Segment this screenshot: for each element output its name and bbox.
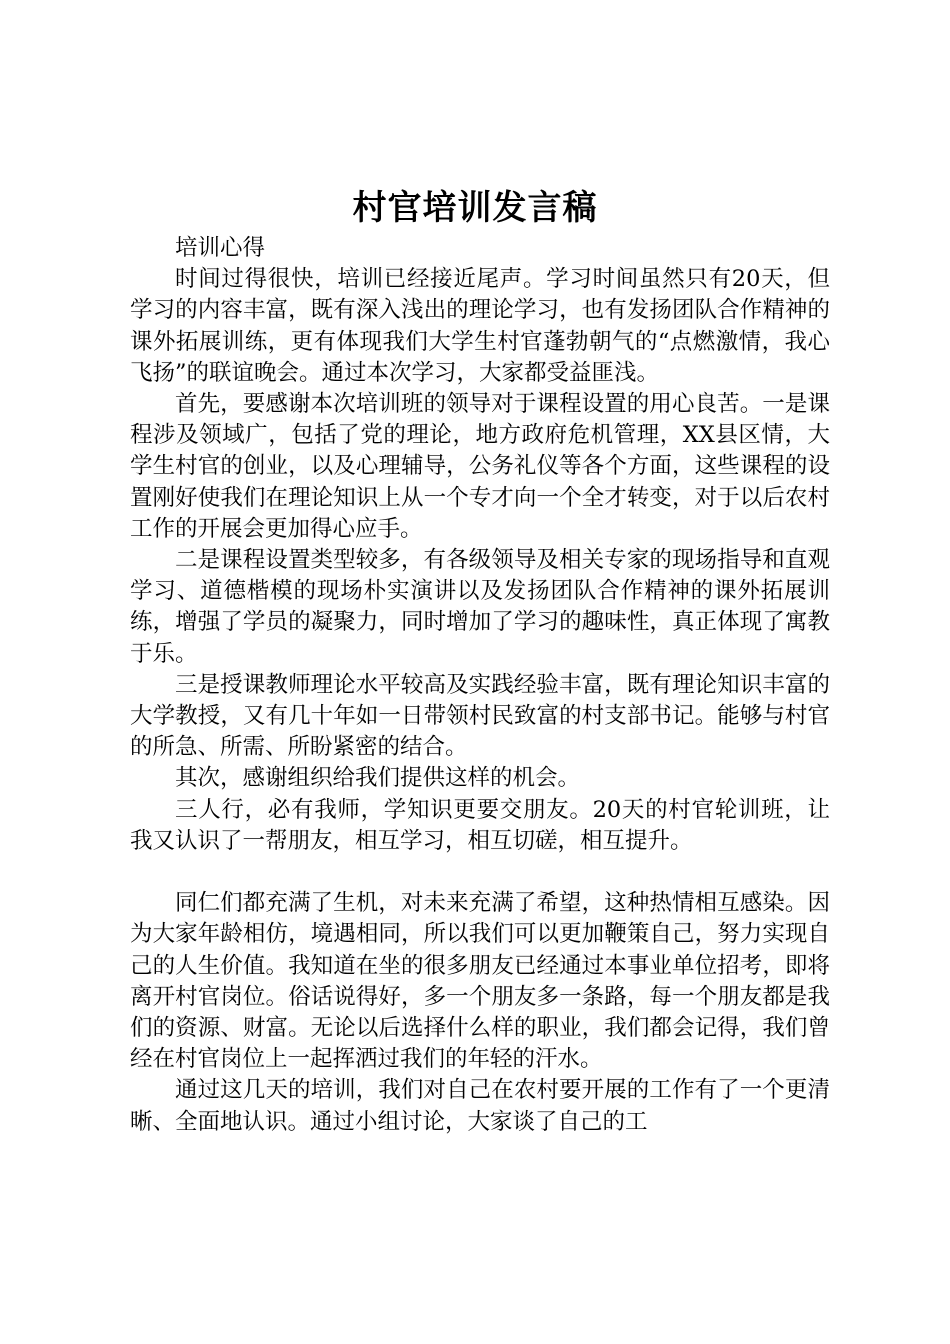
blank-line: [130, 857, 830, 888]
paragraph: 其次，感谢组织给我们提供这样的机会。: [175, 765, 581, 792]
paragraph: 首先，要感谢本次培训班的领导对于课程设置的用心良苦。一是课程涉及领域广，包括了党的理论，地方政府危机管理，XX县区情，大学生村官的创业，以及心理辅导，公务礼仪等各个方面，这些课程的设置刚好使我们在理论知识上从一个专才向一个全才转变，对于以后农村工作的开展会更加得心应手。: [130, 391, 830, 542]
paragraph-heading: 培训心得: [175, 235, 266, 261]
paragraph: 二是课程设置类型较多，有各级领导及相关专家的现场指导和直观学习、道德楷模的现场朴实演讲以及发扬团队合作精神的课外拓展训练，增强了学员的凝聚力，同时增加了学习的趣味性，真正体现了寓教于乐。: [130, 547, 830, 667]
document-body: [130, 233, 830, 1138]
paragraph: 时间过得很快，培训已经接近尾声。学习时间虽然只有20天，但学习的内容丰富，既有深入浅出的理论学习，也有发扬团队合作精神的课外拓展训练，更有体现我们大学生村官蓬勃朝气的“点燃激情，我心飞扬”的联谊晚会。通过本次学习，大家都受益匪浅。: [130, 266, 830, 386]
paragraph: 三是授课教师理论水平较高及实践经验丰富，既有理论知识丰富的大学教授，又有几十年如一日带领村民致富的村支部书记。能够与村官的所急、所需、所盼紧密的结合。: [130, 671, 830, 761]
document-title: 村官培训发言稿: [352, 188, 598, 228]
paragraph: 通过这几天的培训，我们对自己在农村要开展的工作有了一个更清晰、全面地认识。通过小组讨论，大家谈了自己的工: [130, 1077, 830, 1135]
paragraph: 同仁们都充满了生机，对未来充满了希望，这种热情相互感染。因为大家年龄相仿，境遇相同，所以我们可以更加鞭策自己，努力实现自己的人生价值。我知道在坐的很多朋友已经通过本事业单位招考，即将离开村官岗位。俗话说得好，多一个朋友多一条路，每一个朋友都是我们的资源、财富。无论以后选择什么样的职业，我们都会记得，我们曾经在村官岗位上一起挥洒过我们的年轻的汗水。: [130, 890, 830, 1073]
paragraph: 三人行，必有我师，学知识更要交朋友。20天的村官轮训班，让我又认识了一帮朋友，相互学习，相互切磋，相互提升。: [130, 796, 830, 854]
